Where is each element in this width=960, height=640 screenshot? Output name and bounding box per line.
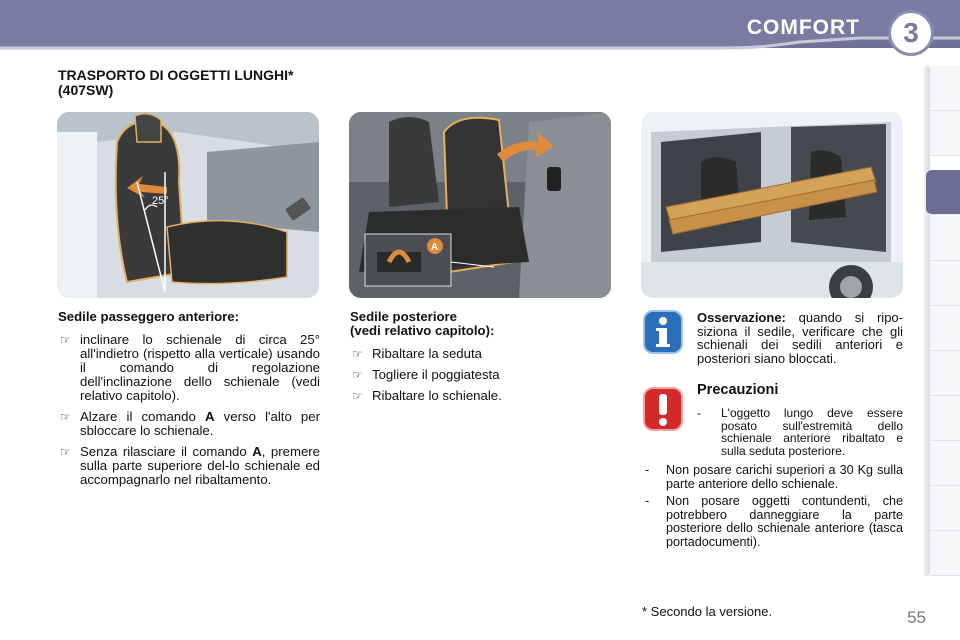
rear-seat-heading: Sedile posteriore (vedi relativo capitolo): [350,309,495,338]
pointing-hand-icon: ☞ [352,368,363,382]
side-tab-6[interactable] [930,306,960,351]
chapter-number: 3 [888,10,934,56]
front-seat-step: ☞ inclinare lo schienale di circa 25° all'indietro (rispetto alla verticale) usando il comando di regolazione dell'inclinazione dello schienale (vedi relativo capitolo). [60,332,320,403]
side-tab-2[interactable] [930,111,960,156]
side-tab-3-active[interactable] [926,170,960,215]
page-number: 55 [907,608,926,627]
pointing-hand-icon: ☞ [352,389,363,403]
front-seat-instructions [58,310,320,494]
precautions-title: Precauzioni [697,382,779,398]
section-title-line1: TRASPORTO DI OGGETTI LUNGHI* [58,67,294,83]
precaution-item: - Non posare oggetti contundenti, che potrebbero danneggiare la parte posteriore dello schienale anteriore (tasca portadocumenti). [645,494,903,549]
footnote: * Secondo la versione. [642,604,773,619]
rear-seat-instructions [350,310,550,410]
side-tab-11[interactable] [930,531,960,576]
chapter-side-tabs [924,66,960,576]
observation-label: Osservazione: [697,310,786,325]
observation-text: quando si ripo-siziona il sedile, verificare che gli schienali dei sedili anteriori e posteriori siano bloccati. [697,310,903,366]
info-icon [643,310,683,354]
front-seat-heading: Sedile passeggero anteriore: [58,309,240,324]
side-tab-9[interactable] [930,441,960,486]
long-object-illustration [641,112,903,298]
section-title-line2: (407SW) [58,82,114,98]
warning-icon [643,387,683,431]
front-seat-illustration [57,112,319,298]
front-seat-step: ☞ Senza rilasciare il comando A, premere sulla parte superiore del-lo schienale ed accompagnarlo nel ribaltamento. [60,444,321,487]
observation-note [697,311,903,365]
section-title [58,68,293,98]
side-tab-4[interactable] [930,216,960,261]
side-tab-8[interactable] [930,396,960,441]
rear-seat-step: ☞ Togliere il poggiatesta [352,367,500,382]
front-seat-step: ☞ Alzare il comando A verso l'alto per sbloccare lo schienale. [60,409,320,438]
rear-seat-step: ☞ Ribaltare la seduta [352,346,482,361]
side-tab-1[interactable] [930,66,960,111]
chapter-title: COMFORT [746,16,860,39]
command-a-label: A [431,242,439,253]
precaution-item: - Non posare carichi superiori a 30 Kg sulla parte anteriore dello schienale. [645,463,903,491]
pointing-hand-icon: ☞ [60,445,71,459]
rear-seat-illustration [349,112,611,298]
pointing-hand-icon: ☞ [60,410,71,424]
angle-label: 25° [152,195,169,207]
side-tab-5[interactable] [930,261,960,306]
side-tab-7[interactable] [930,351,960,396]
precaution-item: - L'oggetto lungo deve essere posato sull'estremità dello schienale anteriore ribaltato e sulla seduta posteriore. [697,406,903,458]
pointing-hand-icon: ☞ [352,347,363,361]
pointing-hand-icon: ☞ [60,333,71,347]
side-tab-10[interactable] [930,486,960,531]
rear-seat-step: ☞ Ribaltare lo schienale. [352,388,502,403]
